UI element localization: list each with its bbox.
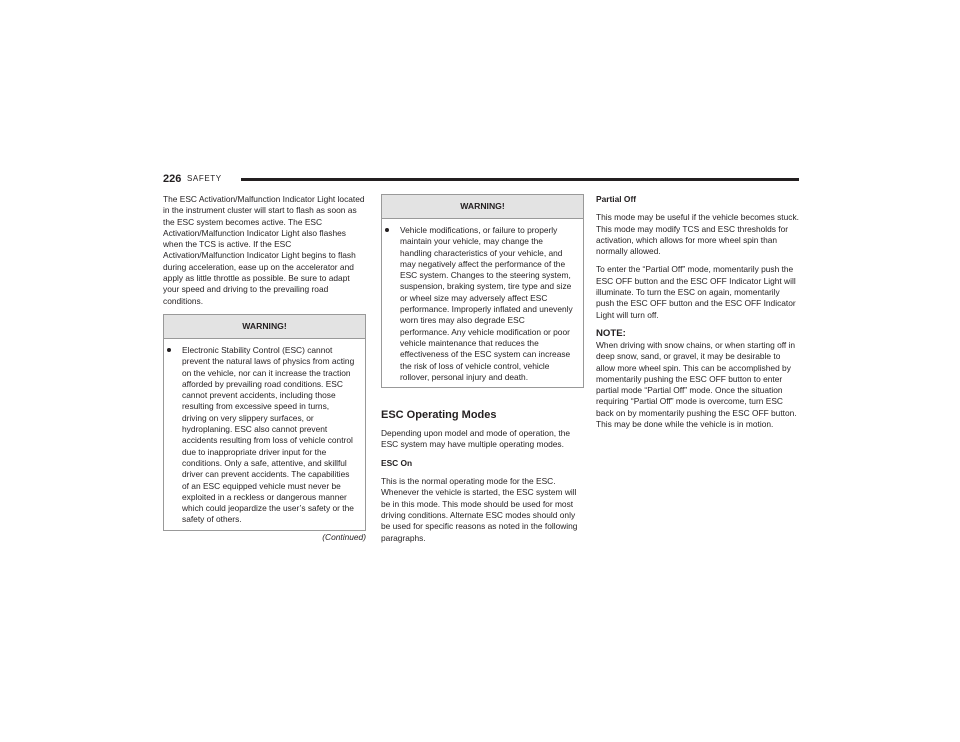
partial-off-paragraph-2: To enter the “Partial Off” mode, momentarily push the ESC OFF button and the ESC OFF Indicator Light will illuminate. To turn the ESC on again, momentarily push the ESC OFF button and the ESC OFF Indicator Light will turn off. [596,264,796,320]
warning-title: WARNING! [164,315,365,339]
note-label: NOTE: [596,327,626,339]
warning-body [164,339,365,530]
esc-on-paragraph: This is the normal operating mode for the ESC. Whenever the vehicle is started, the ESC system will be in this mode. This mode should be used for most driving conditions. Alternate ESC modes should only be used for specific reasons as noted in the following paragraphs. [381,476,578,543]
column-right [596,194,799,437]
warning-body [382,219,583,387]
esc-indicator-paragraph: The ESC Activation/Malfunction Indicator Light located in the instrument cluster will start to flash as soon as the ESC system becomes active. The ESC Activation/Malfunction Indicator Light also flashes when the TCS is active. If the ESC Activation/Malfunction Indicator Light begins to flash during acceleration, ease up on the accelerator and apply as little throttle as possible. Be sure to adapt your speed and driving to the prevailing road conditions. [163,194,365,306]
esc-on-heading: ESC On [381,457,413,468]
header-rule [241,178,799,181]
bullet-icon [167,348,171,352]
page-header [163,172,799,186]
bullet-icon [385,228,389,232]
operating-modes-intro: Depending upon model and mode of operation, the ESC system may have multiple operating modes. [381,428,571,450]
column-middle [381,194,584,551]
page-number: 226 [163,173,182,185]
partial-off-paragraph-1: This mode may be useful if the vehicle becomes stuck. This mode may modify TCS and ESC thresholds for activation, which allows for more wheel spin than normally allowed. [596,212,799,257]
partial-off-heading: Partial Off [596,194,637,204]
section-title: SAFETY [187,174,222,183]
column-left [163,194,366,543]
warning-box [163,314,366,531]
continued-label: (Continued) [322,531,366,542]
warning-text: Vehicle modifications, or failure to properly maintain your vehicle, may change the handling characteristics of your vehicle, and may negatively affect the performance of the ESC system. Changes to the steering system, suspension, braking system, tire type and size or wheel size may adversely affect ESC performance. Improperly inflated and unevenly worn tires may also degrade ESC performance. Any vehicle modification or poor vehicle maintenance that reduces the effectiveness of the ESC system can increase the risk of loss of vehicle control, vehicle rollover, personal injury and death. [400,225,573,382]
warning-title: WARNING! [382,195,583,219]
warning-text: Electronic Stability Control (ESC) cannot prevent the natural laws of physics from acting on the vehicle, nor can it increase the traction afforded by prevailing road conditions. ESC cannot prevent accidents, including those resulting from excessive speed in turns, driving on very slippery surfaces, or hydroplaning. ESC also cannot prevent accidents resulting from loss of vehicle control due to inappropriate driver input for the conditions. Only a safe, attentive, and skillful driver can prevent accidents. The capabilities of an ESC equipped vehicle must never be exploited in a reckless or dangerous manner which could jeopardize the user’s safety or the safety of others. [182,344,355,525]
note-text: When driving with snow chains, or when starting off in deep snow, sand, or gravel, it may be desirable to allow more wheel spin. This can be accomplished by momentarily pushing the ESC OFF button to enter partial mode “Partial Off” mode. Once the situation requiring “Partial Off” mode is overcome, turn ESC back on by momentarily pushing the ESC OFF button. This may be done while the vehicle is in motion. [596,339,797,430]
warning-box [381,194,584,388]
section-heading: ESC Operating Modes [381,409,497,422]
